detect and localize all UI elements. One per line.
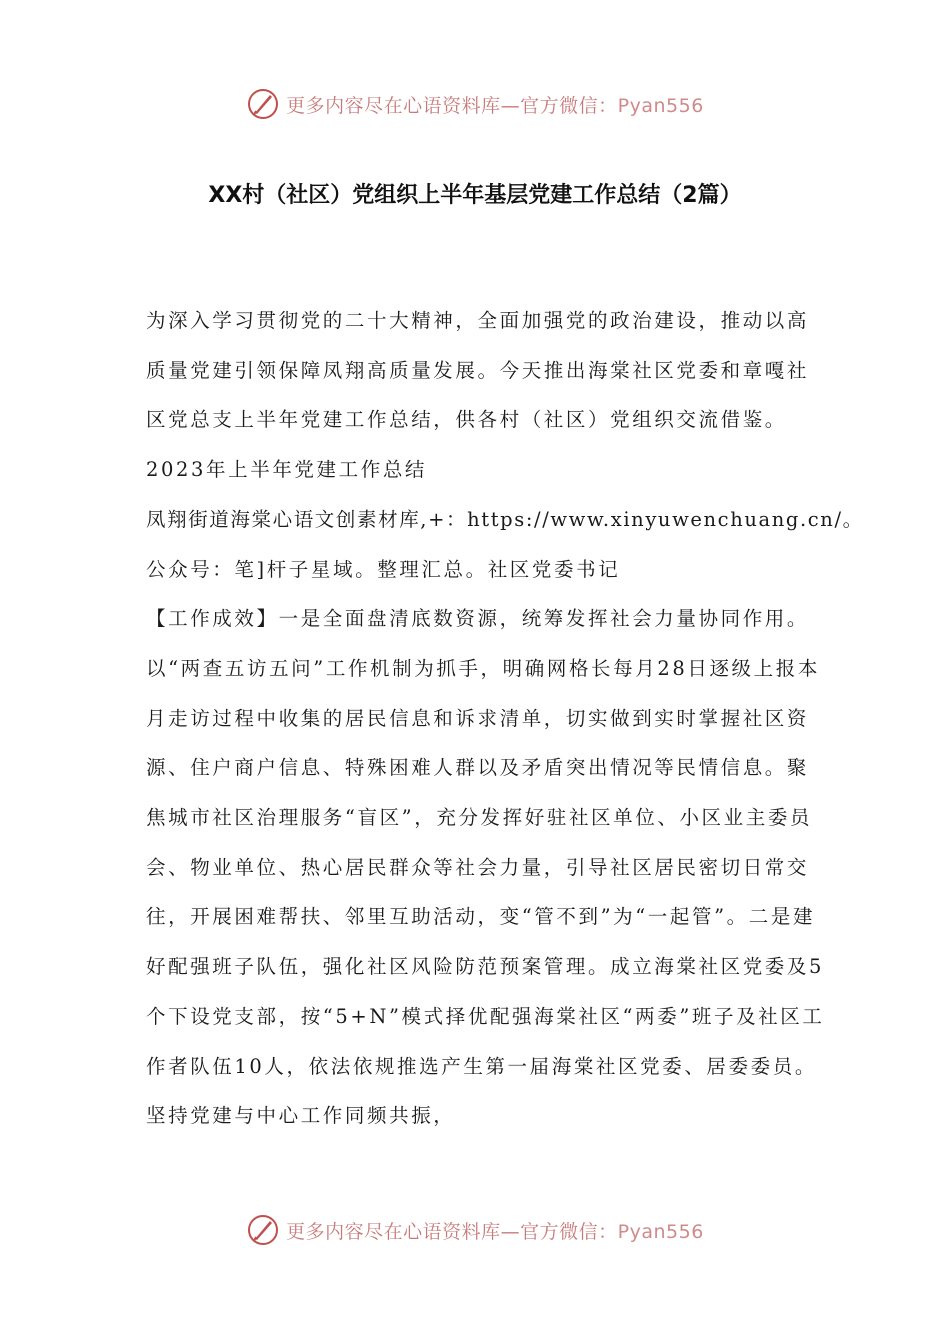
wechat-id: Pyan556 bbox=[617, 1220, 704, 1243]
document-title: XX村（社区）党组织上半年基层党建工作总结（2篇） bbox=[208, 183, 742, 208]
subtitle-line: 2023年上半年党建工作总结 bbox=[146, 458, 428, 482]
body-paragraph: 【工作成效】一是全面盘清底数资源，统筹发挥社会力量协同作用。以“两查五访五问”工作机制为抓手，明确网格长每月28日逐级上报本月走访过程中收集的居民信息和诉求清单，切实做到实时掌握社区资源、住户商户信息、特殊困难人群以及矛盾突出情况等民情信息。聚焦城市社区治理服务“盲区”，充分发挥好驻社区单位、小区业主委员会、物业单位、热心居民群众等社会力量，引导社区居民密切日常交往，开展困难帮扶、邻里互助活动，变“管不到”为“一起管”。二是建好配强班子队伍，强化社区风险防范预案管理。成立海棠社区党委及5个下设党支部，按“5+N”模式择优配强海棠社区“两委”班子及社区工作者队伍10人，依法依规推选产生第一届海棠社区党委、居委委员。坚持党建与中心工作同频共振， bbox=[146, 607, 825, 1128]
quill-logo-icon bbox=[246, 1213, 280, 1247]
wechat-id: Pyan556 bbox=[617, 94, 704, 117]
source-line: 凤翔街道海棠心语文创素材库,+：https://www.xinyuwenchuang.cn/。 bbox=[146, 507, 864, 531]
public-account-line: 公众号：笔]杆子星域。整理汇总。社区党委书记 bbox=[146, 557, 621, 581]
document-body bbox=[146, 296, 864, 1141]
watermark-banner-top bbox=[0, 84, 950, 124]
watermark-text: 更多内容尽在心语资料库—官方微信：Pyan556 bbox=[286, 94, 704, 117]
watermark-text: 更多内容尽在心语资料库—官方微信：Pyan556 bbox=[286, 1220, 704, 1243]
quill-logo-icon bbox=[246, 87, 280, 121]
intro-paragraph: 为深入学习贯彻党的二十大精神，全面加强党的政治建设，推动以高质量党建引领保障凤翔高质量发展。今天推出海棠社区党委和章嘎社区党总支上半年党建工作总结，供各村（社区）党组织交流借鉴。 bbox=[146, 309, 810, 432]
watermark-banner-bottom bbox=[0, 1210, 950, 1250]
